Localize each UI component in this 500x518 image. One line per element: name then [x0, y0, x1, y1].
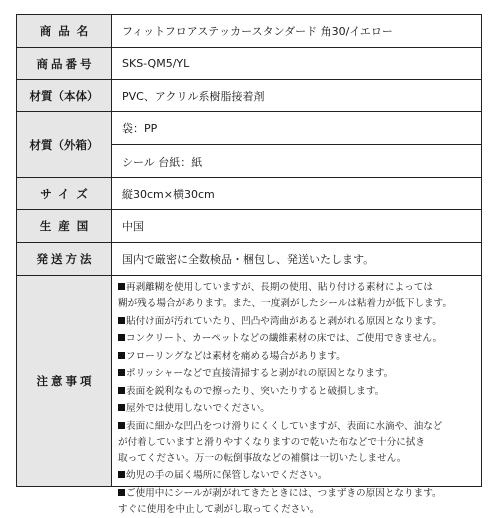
- row-material-body: [17, 80, 481, 112]
- value-shipping: 国内で厳密に全数検品・梱包し、発送いたします。: [122, 253, 375, 266]
- value-material-box-seal: シール 台紙：紙: [122, 155, 203, 169]
- note-text: 再剥離糊を使用していますが、長期の使用、貼り付ける素材によっては: [126, 282, 433, 293]
- label-notes: 注意事項: [17, 276, 112, 486]
- note-item: [118, 419, 475, 467]
- bullet-square-icon: [118, 404, 125, 411]
- value-country: 中国: [122, 220, 144, 233]
- note-item: [118, 366, 475, 382]
- bullet-square-icon: [118, 489, 125, 496]
- value-material-box-bag: 袋：PP: [112, 112, 481, 145]
- label-country: 生産国: [17, 210, 112, 242]
- note-text: フローリングなどは素材を痛める場合があります。: [126, 350, 346, 362]
- note-text: ご使用中にシールが剥がれてきたときには、つまずきの原因となります。: [126, 487, 442, 499]
- value-product-number: SKS-QM5/YL: [122, 57, 190, 70]
- value-size: 縦30cm×横30cm: [122, 187, 215, 201]
- bullet-square-icon: [118, 317, 125, 324]
- label-product-name: 商品名: [17, 15, 112, 47]
- label-size: サイズ: [17, 178, 112, 209]
- label-material-box: 材質（外箱）: [17, 112, 112, 177]
- row-size: [17, 178, 481, 210]
- note-text: 屋外では使用しないでください。: [126, 403, 270, 414]
- note-text: コンクリート、カーペットなどの繊維素材の床では、ご使用できません。: [126, 333, 443, 344]
- note-item: [118, 314, 475, 330]
- note-item: [118, 486, 475, 518]
- note-text: ポリッシャーなどで直接清掃すると剥がれの原因となります。: [126, 368, 394, 379]
- row-notes: [17, 276, 481, 515]
- note-item: [118, 401, 475, 417]
- label-material-body: 材質（本体）: [17, 80, 112, 111]
- note-item: [118, 349, 475, 365]
- value-material-body: PVC、アクリル系樹脂接着剤: [122, 89, 265, 103]
- note-item: [118, 384, 475, 400]
- row-material-box: [17, 112, 481, 178]
- note-item: [118, 331, 475, 347]
- bullet-square-icon: [118, 352, 125, 359]
- note-text: 貼付け面が汚れていたり、凹凸や湾曲があると剥がれる原因となります。: [126, 315, 442, 327]
- row-product-name: [17, 15, 481, 48]
- value-product-name: フィットフロアステッカースタンダード 角30/イエロー: [122, 25, 393, 38]
- note-text: 表面を鋭利なもので擦ったり、突いたりすると破損します。: [126, 385, 385, 397]
- label-product-number: 商品番号: [17, 48, 112, 79]
- bullet-square-icon: [118, 334, 125, 341]
- label-shipping: 発送方法: [17, 243, 112, 275]
- note-item: [118, 468, 475, 484]
- note-item: [118, 280, 475, 312]
- note-text: 取ってください。万一の転倒事故などの補償は一切いたしません。: [118, 452, 407, 464]
- note-text: 糊が残る場合があります。また、一度剥がしたシールは粘着力が低下します。: [118, 298, 453, 309]
- note-text: 幼児の手の届く場所に保管しないでください。: [126, 470, 328, 481]
- row-shipping: [17, 243, 481, 276]
- bullet-square-icon: [118, 369, 125, 376]
- bullet-square-icon: [118, 471, 125, 478]
- note-text: が付着していますと滑りやすくなりますので乾いた布などで十分に拭き: [118, 436, 425, 448]
- bullet-square-icon: [118, 387, 125, 394]
- note-text: すぐに使用を中止して剥がし取ってください。: [118, 503, 320, 515]
- notes-list: [112, 276, 481, 515]
- bullet-square-icon: [118, 283, 125, 290]
- row-product-number: [17, 48, 481, 80]
- row-country: [17, 210, 481, 243]
- product-spec-table: [16, 14, 482, 515]
- bullet-square-icon: [118, 422, 125, 429]
- note-text: 表面に細かな凹凸をつけ滑りにくくしていますが、表面に水滴や、油など: [126, 420, 443, 432]
